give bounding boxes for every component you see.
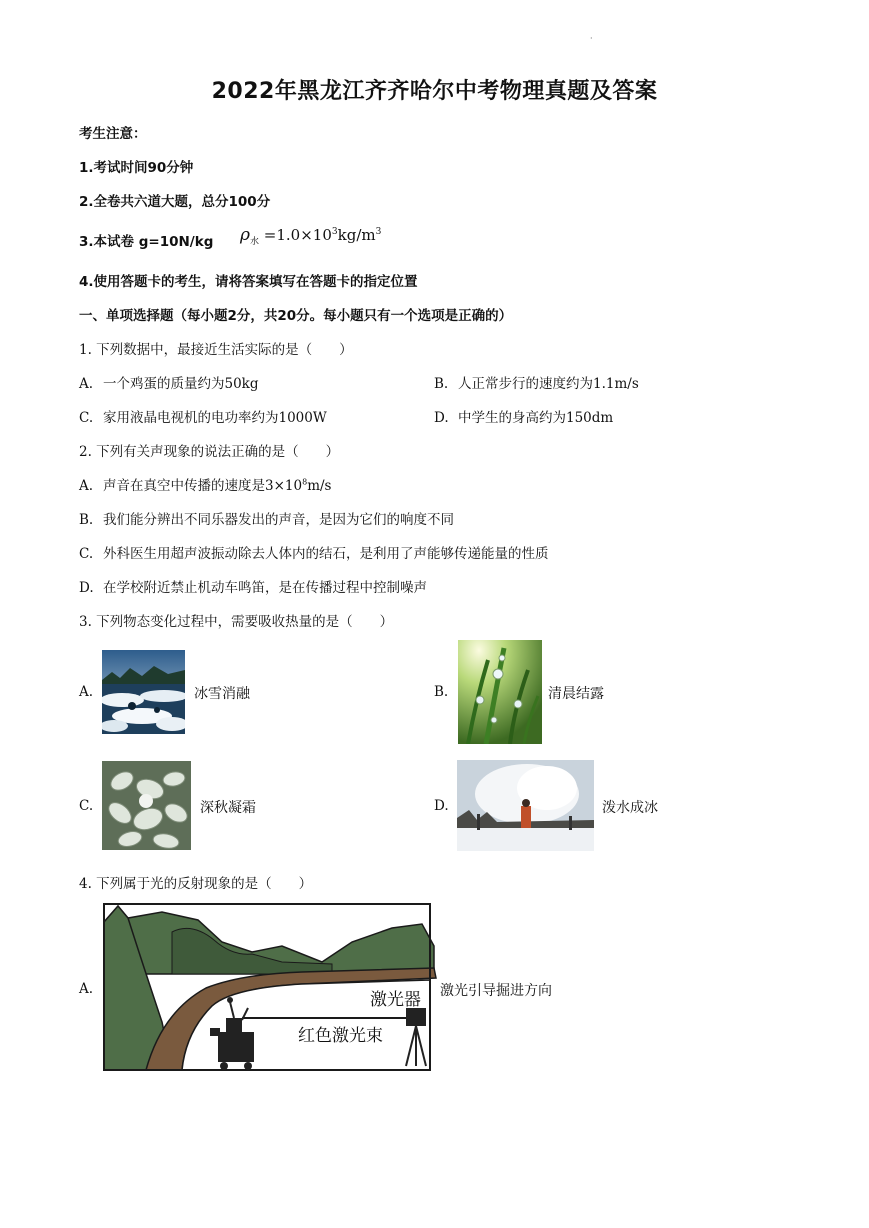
- rho-symbol: ρ: [240, 225, 250, 245]
- formula-unit-exponent: 3: [375, 227, 382, 237]
- q2-stem: 2. 下列有关声现象的说法正确的是（ ）: [79, 444, 340, 460]
- q3-option-a-letter[interactable]: A.: [79, 684, 94, 700]
- q1-option-a[interactable]: [79, 372, 259, 392]
- q2-option-a[interactable]: [79, 474, 331, 494]
- diagram-label-beam: 红色激光束: [298, 1026, 383, 1046]
- morning-dew-photo: [458, 640, 542, 744]
- q3-option-a-caption: 冰雪消融: [194, 686, 250, 702]
- page-title: 2022年黑龙江齐齐哈尔中考物理真题及答案: [211, 79, 658, 104]
- option-unit: m/s: [307, 478, 332, 494]
- option-letter: D.: [79, 580, 94, 596]
- option-text: 人正常步行的速度约为1.1m/s: [458, 376, 639, 392]
- snow-melting-photo: [102, 650, 185, 734]
- q4-option-a-letter[interactable]: A.: [79, 981, 94, 997]
- notice-item-2: 2.全卷共六道大题，总分100分: [79, 194, 271, 210]
- q2-option-c[interactable]: [79, 542, 549, 562]
- option-text: 在学校附近禁止机动车鸣笛，是在传播过程中控制噪声: [103, 580, 427, 596]
- notice-item-3: 3.本试卷 g=10N/kg: [79, 234, 214, 250]
- notice-item-1: 1.考试时间90分钟: [79, 160, 194, 176]
- option-text: 外科医生用超声波振动除去人体内的结石，是利用了声能够传递能量的性质: [103, 546, 549, 562]
- autumn-frost-photo: [102, 761, 191, 850]
- diagram-label-laser: 激光器: [370, 990, 421, 1010]
- rho-subscript: 水: [250, 237, 260, 247]
- formula-value: =1.0×10: [263, 226, 332, 244]
- option-text: 家用液晶电视机的电功率约为1000W: [103, 410, 327, 426]
- q4-stem: 4. 下列属于光的反射现象的是（ ）: [79, 876, 313, 892]
- option-text: 中学生的身高约为150dm: [458, 410, 614, 426]
- option-text: 我们能分辨出不同乐器发出的声音，是因为它们的响度不同: [103, 512, 454, 528]
- q2-option-b[interactable]: [79, 508, 454, 528]
- q1-option-c[interactable]: [79, 406, 327, 426]
- formula-exponent: 3: [331, 227, 338, 237]
- option-exponent: 8: [302, 477, 308, 487]
- option-letter: A.: [79, 376, 94, 392]
- option-letter: C.: [79, 546, 94, 562]
- option-letter: D.: [434, 410, 449, 426]
- q4-option-a-caption: 激光引导掘进方向: [440, 983, 552, 999]
- notice-item-4: 4.使用答题卡的考生，请将答案填写在答题卡的指定位置: [79, 274, 418, 290]
- q3-option-b-caption: 清晨结露: [548, 686, 604, 702]
- q3-option-d-caption: 泼水成冰: [602, 800, 658, 816]
- q3-option-c-letter[interactable]: C.: [79, 798, 94, 814]
- option-text: 一个鸡蛋的质量约为50kg: [103, 376, 259, 392]
- notice-heading: 考生注意：: [79, 126, 147, 142]
- q3-stem: 3. 下列物态变化过程中，需要吸收热量的是（ ）: [79, 614, 394, 630]
- q3-option-c-caption: 深秋凝霜: [200, 800, 256, 816]
- q3-option-b-letter[interactable]: B.: [434, 684, 449, 700]
- option-letter: B.: [79, 512, 94, 528]
- formula-unit: kg/m: [337, 226, 376, 244]
- water-density-formula: [240, 225, 381, 247]
- q2-option-d[interactable]: [79, 576, 427, 596]
- option-letter: B.: [434, 376, 449, 392]
- option-letter: A.: [79, 478, 94, 494]
- q1-option-d[interactable]: [434, 406, 613, 426]
- option-letter: C.: [79, 410, 94, 426]
- q1-option-b[interactable]: [434, 372, 639, 392]
- q1-stem: 1. 下列数据中，最接近生活实际的是（ ）: [79, 342, 353, 358]
- option-text: 声音在真空中传播的速度是3×10: [103, 478, 303, 494]
- water-to-ice-photo: [457, 760, 594, 851]
- section-heading: 一、单项选择题（每小题2分，共20分。每小题只有一个选项是正确的）: [79, 308, 513, 324]
- header-mark: ·: [590, 34, 593, 43]
- q3-option-d-letter[interactable]: D.: [434, 798, 449, 814]
